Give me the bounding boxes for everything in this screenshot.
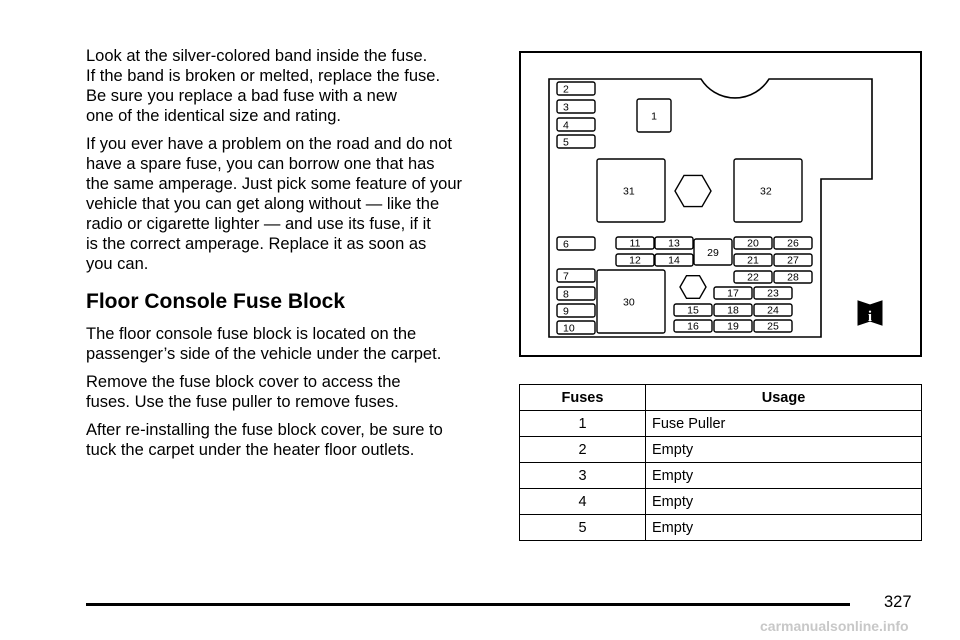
fuse-label-10: 10 [563,322,575,335]
fuse-number: 3 [520,463,646,489]
fuse-label-8: 8 [563,288,569,301]
paragraph-spare-fuse: If you ever have a problem on the road and do not have a spare fuse, you can borrow one that has the same amperage. Just pick some feature of your vehicle that you can get along without — like the radio or cigarette lighter — and use its fuse, if it is the correct amperage. Replace it as soon as you can. [86,135,463,273]
info-icon-letter: i [867,309,873,325]
footer-rule [86,603,850,606]
section-heading: Floor Console Fuse Block [86,290,346,313]
fuse-label-2: 2 [563,83,569,96]
fuse-usage: Empty [646,437,922,463]
fuse-label-23: 23 [767,287,779,300]
fuse-label-4: 4 [563,119,569,132]
fuse-block-diagram [519,51,922,357]
fuse-label-22: 22 [747,271,759,284]
fuse-label-17: 17 [727,287,739,300]
fuse-label-13: 13 [668,237,680,250]
fuse-block-svg [521,53,924,359]
page-number: 327 [884,593,912,611]
table-header-row [520,385,922,411]
table-row [520,463,922,489]
fuse-label-26: 26 [787,237,799,250]
table-row [520,515,922,541]
fuse-usage: Empty [646,515,922,541]
fuse-label-25: 25 [767,320,779,333]
fuse-number: 4 [520,489,646,515]
fuse-number: 5 [520,515,646,541]
fuse-label-7: 7 [563,270,569,283]
fuse-label-1: 1 [651,110,657,123]
table-row [520,437,922,463]
fuse-usage: Empty [646,463,922,489]
fuse-label-18: 18 [727,304,739,317]
fuse-label-20: 20 [747,237,759,250]
paragraph-remove-cover: Remove the fuse block cover to access the fuses. Use the fuse puller to remove fuses. [86,373,401,411]
table-row [520,489,922,515]
fuse-number: 1 [520,411,646,437]
fuse-usage: Empty [646,489,922,515]
table-row [520,411,922,437]
fuse-usage: Fuse Puller [646,411,922,437]
header-fuses: Fuses [520,385,646,411]
fuse-label-6: 6 [563,238,569,251]
fuse-label-12: 12 [629,254,641,267]
fuse-label-5: 5 [563,136,569,149]
fuse-label-28: 28 [787,271,799,284]
fuse-label-11: 11 [629,237,641,250]
fuse-label-15: 15 [687,304,699,317]
paragraph-reinstall: After re-installing the fuse block cover, be sure to tuck the carpet under the heater floor outlets. [86,421,443,459]
header-usage: Usage [646,385,922,411]
fuse-label-31: 31 [623,185,635,198]
hex-connector-upper [675,175,711,206]
fuse-label-30: 30 [623,296,635,309]
fuse-label-27: 27 [787,254,799,267]
fuse-label-21: 21 [747,254,759,267]
fuse-label-19: 19 [727,320,739,333]
fuse-number: 2 [520,437,646,463]
watermark-text: carmanualsonline.info [760,618,909,634]
paragraph-inspect-fuse: Look at the silver-colored band inside the fuse. If the band is broken or melted, replace the fuse. Be sure you replace a bad fuse with a new one of the identical size and rating. [86,47,441,125]
fuse-label-9: 9 [563,305,569,318]
fuse-label-3: 3 [563,101,569,114]
body-text-column [86,46,494,468]
fuse-label-24: 24 [767,304,779,317]
fuse-usage-table [519,384,922,541]
fuse-label-16: 16 [687,320,699,333]
fuse-label-14: 14 [668,254,680,267]
fuse-label-29: 29 [707,247,719,259]
paragraph-location: The floor console fuse block is located on the passenger’s side of the vehicle under the carpet. [86,325,442,363]
hex-connector-lower [680,276,706,299]
fuse-label-32: 32 [760,185,772,198]
